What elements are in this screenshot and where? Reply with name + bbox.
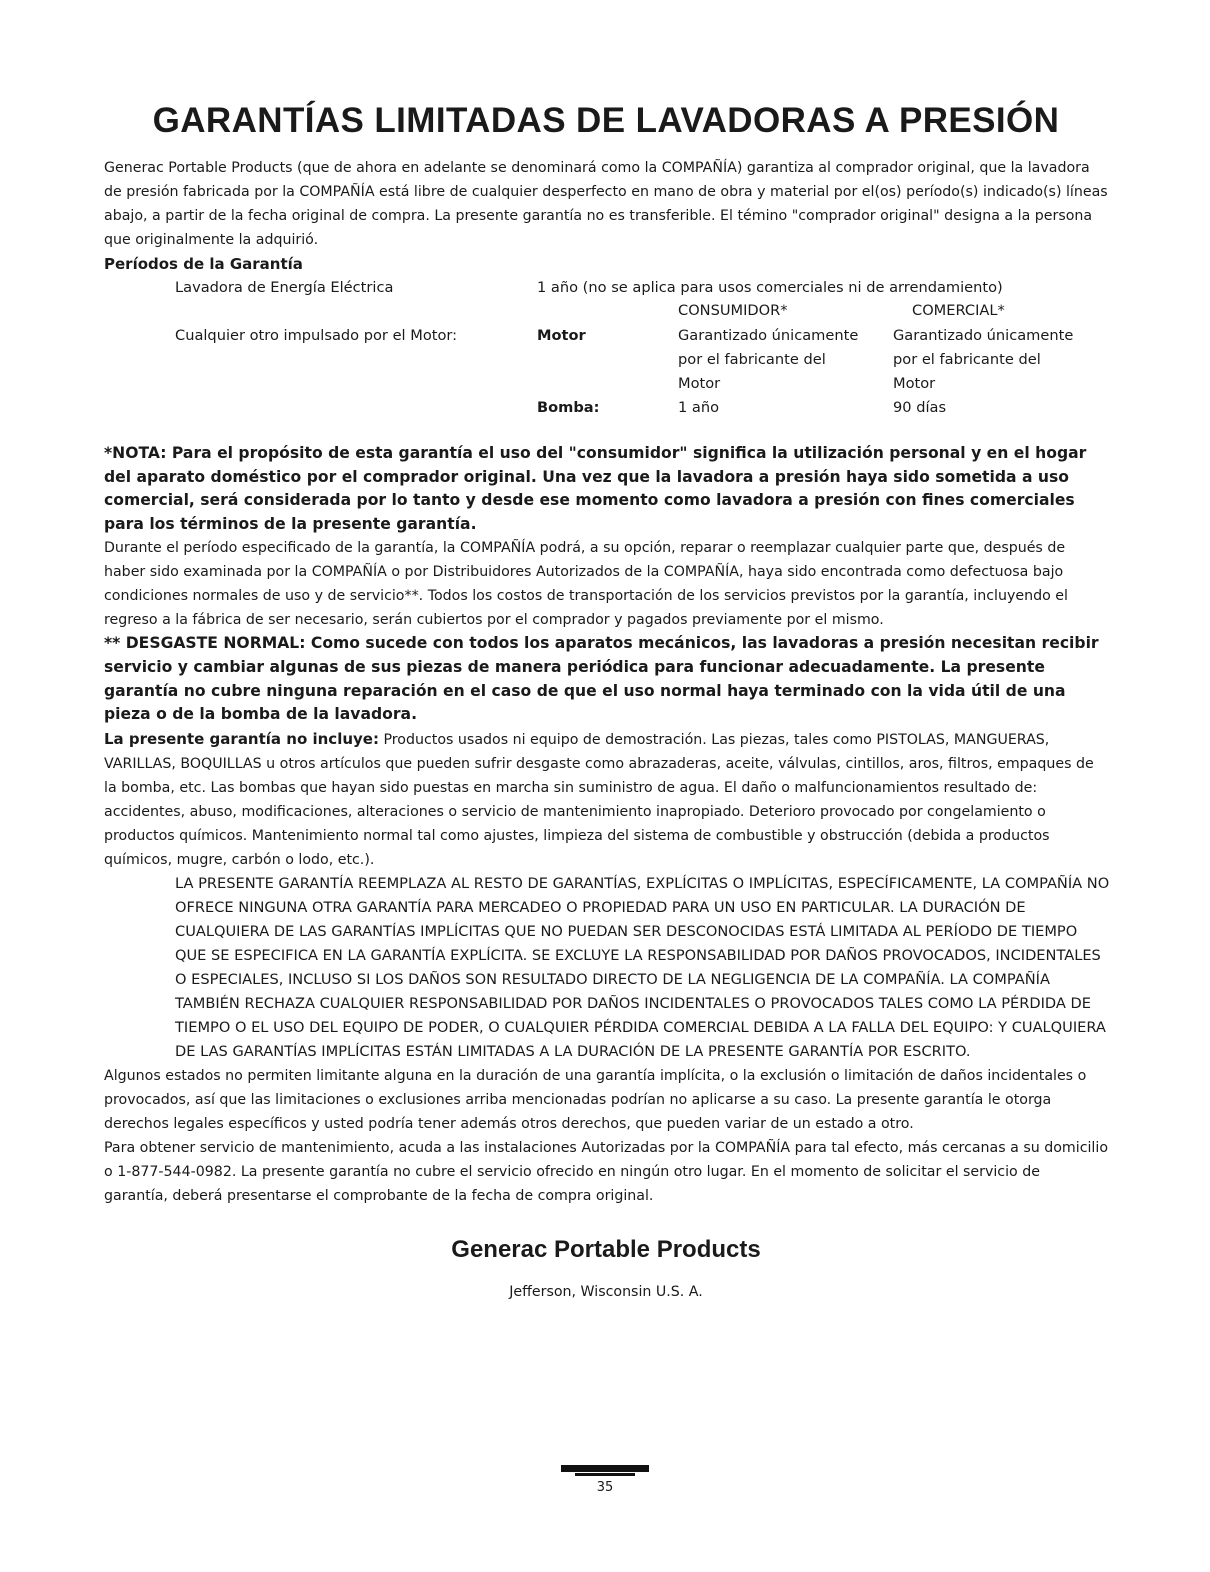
- electric-label: Lavadora de Energía Eléctrica: [175, 279, 394, 296]
- motor-consumer-line: Motor: [678, 375, 721, 392]
- company-name: Generac Portable Products: [451, 1235, 761, 1263]
- motor-consumer-line: por el fabricante del: [678, 351, 826, 368]
- motor-commercial-line: Garantizado únicamente: [893, 327, 1074, 344]
- electric-value: 1 año (no se aplica para usos comerciales ni de arrendamiento): [537, 279, 1003, 296]
- normal-wear-note: ** DESGASTE NORMAL: Como sucede con todos los aparatos mecánicos, las lavadoras a presión necesitan recibir servicio y cambiar algunas de sus piezas de manera periódica para funcionar adecuadamente. La presente garantía no cubre ninguna reparación en el caso de que el uso normal haya terminado con la vida útil de una pieza o de la bomba de la lavadora.: [104, 634, 1099, 724]
- consumer-note: *NOTA: Para el propósito de esta garantía el uso del "consumidor" significa la utilización personal y en el hogar del aparato doméstico por el comprador original. Una vez que la lavadora a presión haya sido sometida a uso comercial, será considerada por lo tanto y desde ese momento como lavadora a presión con fines comerciales para los términos de la presente garantía.: [104, 444, 1087, 533]
- service-paragraph: Para obtener servicio de mantenimiento, acuda a las instalaciones Autorizadas por la COMPAÑÍA para tal efecto, más cercanas a su domicilio o 1-877-544-0982. La presente garantía no cubre el servicio ofrecido en ningún otro lugar. En el momento de solicitar el servicio de garantía, deberá presentarse el comprobante de la fecha de compra original.: [104, 1139, 1108, 1204]
- company-location: Jefferson, Wisconsin U.S. A.: [509, 1283, 703, 1300]
- pump-commercial: 90 días: [893, 399, 947, 416]
- pump-consumer: 1 año: [678, 399, 720, 416]
- motor-commercial-line: Motor: [893, 375, 936, 392]
- warranty-page: [104, 96, 1108, 1304]
- exclusions-lead: La presente garantía no incluye:: [104, 729, 379, 748]
- disclaimer-paragraph: LA PRESENTE GARANTÍA REEMPLAZA AL RESTO DE GARANTÍAS, EXPLÍCITAS O IMPLÍCITAS, ESPECÍFICAMENTE, LA COMPAÑÍA NO OFRECE NINGUNA OTRA GARANTÍA PARA MERCADEO O PROPIEDAD PARA UN USO EN PARTICULAR. LA DURACIÓN DE CUALQUIERA DE LAS GARANTÍAS IMPLÍCITAS QUE NO PUEDAN SER DESCONOCIDAS ESTÁ LIMITADA AL PERÍODO DE TIEMPO QUE SE ESPECIFICA EN LA GARANTÍA EXPLÍCITA. SE EXCLUYE LA RESPONSABILIDAD POR DAÑOS PROVOCADOS, INCIDENTALES O ESPECIALES, INCLUSO SI LOS DAÑOS SON RESULTADO DIRECTO DE LA NEGLIGENCIA DE LA COMPAÑÍA. LA COMPAÑÍA TAMBIÉN RECHAZA CUALQUIER RESPONSABILIDAD POR DAÑOS INCIDENTALES O PROVOCADOS TALES COMO LA PÉRDIDA DE TIEMPO O EL USO DEL EQUIPO DE PODER, O CUALQUIER PÉRDIDA COMERCIAL DEBIDA A LA FALLA DEL EQUIPO: Y CUALQUIERA DE LAS GARANTÍAS IMPLÍCITAS ESTÁN LIMITADAS A LA DURACIÓN DE LA PRESENTE GARANTÍA POR ESCRITO.: [175, 874, 1110, 1060]
- footer-rule: [561, 1465, 649, 1472]
- col-consumer: CONSUMIDOR*: [678, 302, 788, 319]
- exclusions-paragraph: [104, 727, 1108, 872]
- page-title: GARANTÍAS LIMITADAS DE LAVADORAS A PRESIÓN: [152, 101, 1060, 140]
- periods-heading: Períodos de la Garantía: [104, 255, 303, 273]
- exclusions-text: Productos usados ni equipo de demostración. Las piezas, tales como PISTOLAS, MANGUERAS, VARILLAS, BOQUILLAS u otros artículos que pueden sufrir desgaste como abrazaderas, aceite, válvulas, cintillos, aros, filtros, empaques de la bomba, etc. Las bombas que hayan sido puestas en marcha sin suministro de agua. El daño o malfuncionamientos resultado de: accidentes, abuso, modificaciones, alteraciones o servicio de mantenimiento inapropiado. Deterioro provocado por congelamiento o productos químicos. Mantenimiento normal tal como ajustes, limpieza del sistema de combustible y obstrucción (debida a productos químicos, mugre, carbón o lodo, etc.).: [104, 731, 1094, 868]
- periods-table: [104, 276, 1108, 442]
- repair-paragraph: Durante el período especificado de la garantía, la COMPAÑÍA podrá, a su opción, reparar o reemplazar cualquier parte que, después de haber sido examinada por la COMPAÑÍA o por Distribuidores Autorizados de la COMPAÑÍA, haya sido encontrada como defectuosa bajo condiciones normales de uso y de servicio**. Todos los costos de transportación de los servicios previstos por la garantía, incluyendo el regreso a la fábrica de ser necesario, serán cubiertos por el comprador y pagados previamente por el mismo.: [104, 540, 1068, 629]
- footer-rule-thin: [575, 1473, 635, 1476]
- motor-label: Motor: [537, 327, 586, 344]
- engine-label: Cualquier otro impulsado por el Motor:: [175, 327, 458, 344]
- states-paragraph: Algunos estados no permiten limitante alguna en la duración de una garantía implícita, o la exclusión o limitación de daños incidentales o provocados, así que las limitaciones o exclusiones arriba mencionadas podrían no aplicarse a su caso. La presente garantía le otorga derechos legales específicos y usted podría tener además otros derechos, que pueden variar de un estado a otro.: [104, 1067, 1087, 1132]
- motor-commercial-line: por el fabricante del: [893, 351, 1041, 368]
- col-commercial: COMERCIAL*: [912, 302, 1005, 319]
- pump-label: Bomba:: [537, 399, 600, 416]
- intro-paragraph: Generac Portable Products (que de ahora en adelante se denominará como la COMPAÑÍA) garantiza al comprador original, que la lavadora de presión fabricada por la COMPAÑÍA está libre de cualquier desperfecto en mano de obra y material por el(os) período(s) indicado(s) líneas abajo, a partir de la fecha original de compra. La presente garantía no es transferible. El témino "comprador original" designa a la persona que originalmente la adquirió.: [104, 160, 1108, 248]
- page-number: 35: [596, 1480, 614, 1495]
- motor-consumer-line: Garantizado únicamente: [678, 327, 859, 344]
